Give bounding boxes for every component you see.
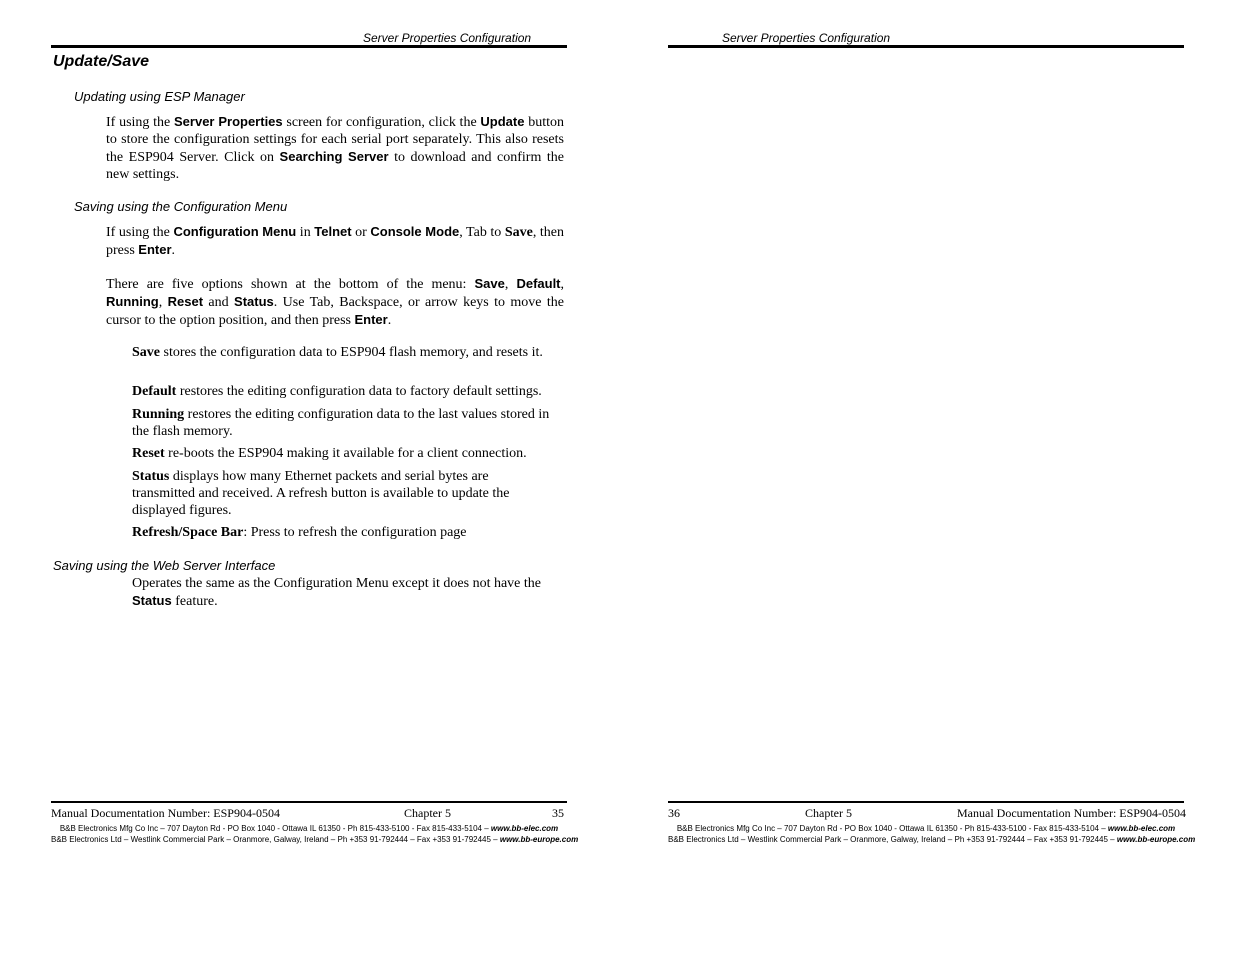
subheading-web-server: Saving using the Web Server Interface (53, 558, 276, 573)
paragraph-esp-manager: If using the Server Properties screen for configuration, click the Update button to store the configuration settings for each serial port separately. This also resets the ESP904 Server. Click on Searching Server to download and confirm the new settings. (106, 114, 564, 182)
subheading-esp-manager: Updating using ESP Manager (74, 89, 245, 104)
option-refresh: Refresh/Space Bar: Press to refresh the configuration page (132, 525, 467, 540)
footer-manual-number: Manual Documentation Number: ESP904-0504 (51, 806, 280, 820)
footer-address-us: B&B Electronics Mfg Co Inc – 707 Dayton Rd - PO Box 1040 - Ottawa IL 61350 - Ph 815-433-5100 - Fax 815-433-5104 – www.bb-elec.com (59, 824, 559, 833)
footer-manual-number: Manual Documentation Number: ESP904-0504 (957, 806, 1186, 820)
footer-address-us: B&B Electronics Mfg Co Inc – 707 Dayton Rd - PO Box 1040 - Ottawa IL 61350 - Ph 815-433-5100 - Fax 815-433-5104 – www.bb-elec.com (676, 824, 1176, 833)
header-rule (668, 45, 1184, 48)
subheading-config-menu: Saving using the Configuration Menu (74, 199, 288, 214)
left-page (0, 0, 617, 954)
footer-chapter: Chapter 5 (404, 806, 451, 820)
paragraph-config-menu-2: There are five options shown at the bottom of the menu: Save, Default, Running, Reset and Status. Use Tab, Backspace, or arrow keys to move the cursor to the option position, and then press Enter. (106, 276, 565, 328)
option-running: Running restores the editing configuration data to the last values stored in the flash memory. (132, 407, 550, 439)
footer-rule (668, 801, 1184, 803)
right-page (617, 0, 1235, 954)
footer-chapter: Chapter 5 (805, 806, 852, 820)
option-status: Status displays how many Ethernet packets and serial bytes are transmitted and received. A refresh button is available to update the displayed figures. (132, 469, 510, 518)
section-title: Update/Save (53, 53, 150, 70)
option-reset: Reset re-boots the ESP904 making it available for a client connection. (132, 446, 527, 461)
option-default: Default restores the editing configuration data to factory default settings. (132, 384, 542, 399)
option-save: Save stores the configuration data to ESP904 flash memory, and resets it. (132, 345, 543, 360)
footer-address-eu: B&B Electronics Ltd – Westlink Commercial Park – Oranmore, Galway, Ireland – Ph +353 91-792444 – Fax +353 91-792445 – www.bb-europe.com (51, 835, 579, 844)
footer-page-number: 35 (552, 806, 564, 820)
paragraph-web-server: Operates the same as the Configuration Menu except it does not have the Status feature. (132, 576, 541, 609)
header-rule (51, 45, 567, 48)
paragraph-config-menu-1: If using the Configuration Menu in Telnet or Console Mode, Tab to Save, then press Enter. (106, 224, 565, 258)
footer-address-eu: B&B Electronics Ltd – Westlink Commercial Park – Oranmore, Galway, Ireland – Ph +353 91-792444 – Fax +353 91-792445 – www.bb-europe.com (668, 835, 1196, 844)
running-head: Server Properties Configuration (363, 31, 532, 45)
running-head: Server Properties Configuration (722, 31, 891, 45)
footer-rule (51, 801, 567, 803)
footer-page-number: 36 (668, 806, 680, 820)
